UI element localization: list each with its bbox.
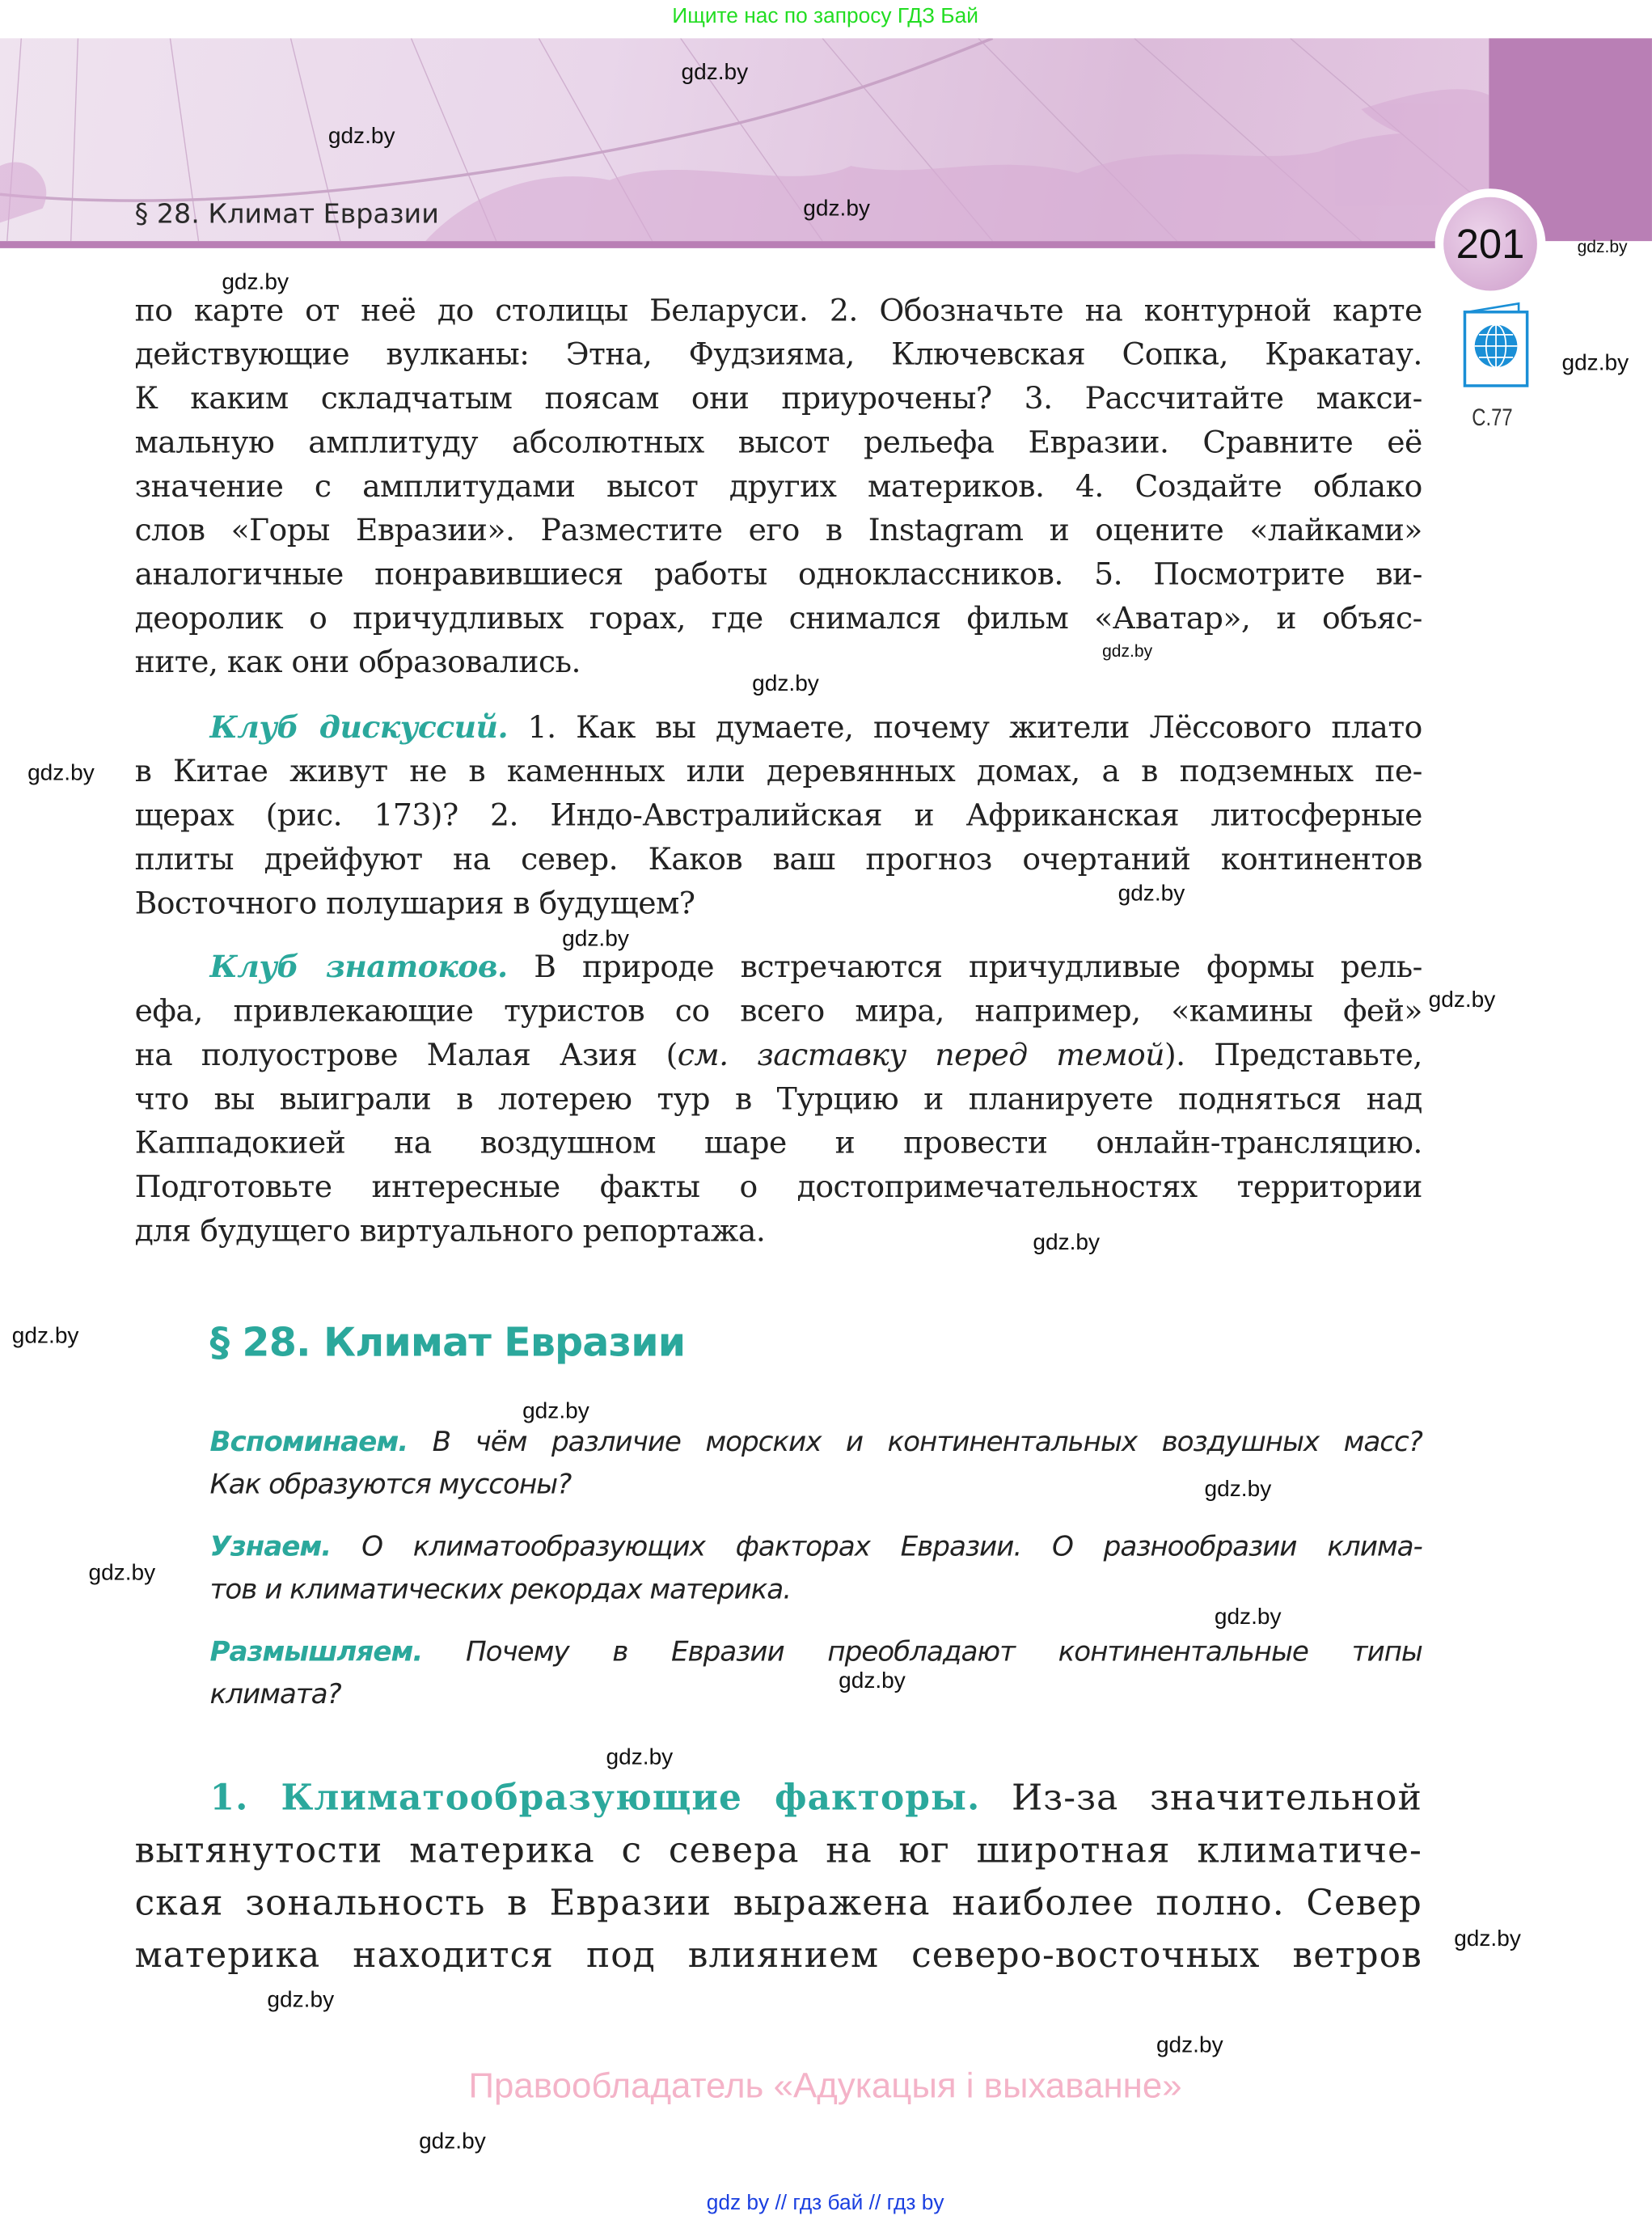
paragraph-line: ская зональность в Евразии выражена наиболее полно. Север: [134, 1882, 1422, 1923]
learn-line: [210, 1526, 1422, 1569]
cross-reference: см. заставку перед темой: [677, 1038, 1164, 1074]
paragraph-line: вытянутости материка с севера на юг широтная климатиче-: [134, 1829, 1422, 1871]
workbook-icon: [1462, 301, 1530, 389]
subsection-title: 1. Климатообразующие факторы.: [209, 1777, 981, 1819]
search-hint-link[interactable]: Ищите нас по запросу ГДЗ Бай: [672, 4, 978, 29]
watermark: gdz.by: [562, 927, 629, 952]
text-segment: на полуострове Малая Азия (: [134, 1038, 678, 1074]
watermark: gdz.by: [1454, 1927, 1521, 1951]
learn-text: О климатообразующих факторах Евразии. О разнообразии клима-: [331, 1530, 1422, 1563]
paragraph-line: К каким складчатым поясам они приурочены? 3. Рассчитайте макси-: [134, 381, 1422, 417]
paragraph-line: щерах (рис. 173)? 2. Индо-Австралийская и Африканская литосферные: [134, 798, 1422, 835]
paragraph-line: Подготовьте интересные факты о достопримечательностях территории: [134, 1169, 1422, 1206]
watermark: gdz.by: [1214, 1605, 1282, 1630]
watermark: gdz.by: [606, 1745, 674, 1770]
subsection-line: [210, 1773, 1422, 1824]
learn-label: Узнаем.: [209, 1530, 332, 1563]
think-line: климата?: [209, 1677, 341, 1710]
paragraph-line: действующие вулканы: Этна, Фудзияма, Ключевская Сопка, Кракатау.: [134, 337, 1422, 374]
workbook-page-ref[interactable]: С.77: [1472, 404, 1513, 432]
watermark: gdz.by: [1033, 1231, 1101, 1255]
paragraph-line: материка находится под влиянием северо-восточных ветров: [134, 1934, 1422, 1976]
experts-club-label: Клуб знатоков.: [209, 949, 508, 986]
running-title: § 28. Климат Евразии: [134, 198, 439, 230]
paragraph-line: что вы выиграли в лотерею тур в Турцию и планируете подняться над: [134, 1081, 1422, 1118]
watermark: gdz.by: [522, 1399, 589, 1424]
watermark: gdz.by: [267, 1988, 335, 2013]
watermark: gdz.by: [681, 61, 749, 86]
copyright-notice: Правообладатель «Адукацыя і выхаванне»: [468, 2065, 1182, 2107]
subsection-text: Из-за значительной: [980, 1777, 1422, 1819]
recall-line: [210, 1421, 1422, 1464]
discussion-text: 1. Как вы думаете, почему жители Лёссового плато: [508, 710, 1422, 746]
watermark: gdz.by: [803, 197, 870, 222]
recall-label: Вспоминаем.: [209, 1425, 408, 1458]
page-number: 201: [1456, 222, 1525, 268]
paragraph-line: в Китае живут не в каменных или деревянных домах, а в подземных пе-: [134, 754, 1422, 790]
page-number-badge: [1435, 188, 1546, 299]
discussion-club-line: [210, 708, 1422, 750]
text-segment: ). Представьте,: [1164, 1038, 1422, 1074]
discussion-club-label: Клуб дискуссий.: [209, 710, 509, 746]
paragraph-line: значение с амплитудами высот других материков. 4. Создайте облако: [134, 469, 1422, 505]
watermark: gdz.by: [1102, 641, 1153, 662]
watermark: gdz.by: [752, 672, 819, 697]
paragraph-line: Восточного полушария в будущем?: [134, 886, 695, 922]
watermark: gdz.by: [88, 1561, 156, 1586]
watermark: gdz.by: [839, 1668, 906, 1693]
watermark: gdz.by: [11, 1324, 79, 1349]
paragraph-line: ефа, привлекающие туристов со всего мира, например, «камины фей»: [134, 994, 1422, 1030]
paragraph-line: по карте от неё до столицы Беларуси. 2. Обозначьте на контурной карте: [134, 293, 1422, 329]
watermark: gdz.by: [222, 270, 289, 295]
watermark: gdz.by: [1577, 236, 1628, 257]
experts-club-line: [210, 947, 1422, 990]
section-title: § 28. Климат Евразии: [209, 1318, 686, 1366]
experts-text: В природе встречаются причудливые формы рель-: [507, 949, 1422, 986]
header-divider: [0, 241, 1439, 248]
watermark: gdz.by: [327, 125, 395, 150]
paragraph-line: Каппадокией на воздушном шаре и провести онлайн-трансляцию.: [134, 1126, 1422, 1162]
footer-links[interactable]: gdz by // гдз бай // гдз by: [706, 2191, 944, 2216]
paragraph-line: [135, 1035, 1422, 1078]
recall-line: Как образуются муссоны?: [209, 1467, 572, 1501]
recall-text: В чём различие морских и континентальных воздушных масс?: [408, 1425, 1422, 1458]
paragraph-line: ните, как они образовались.: [134, 645, 581, 681]
watermark: gdz.by: [27, 761, 95, 786]
watermark: gdz.by: [1428, 988, 1496, 1013]
think-line: [210, 1631, 1422, 1674]
paragraph-line: аналогичные понравившиеся работы одноклассников. 5. Посмотрите ви-: [134, 557, 1422, 594]
watermark: gdz.by: [1561, 351, 1629, 376]
watermark: gdz.by: [419, 2129, 486, 2154]
paragraph-line: плиты дрейфуют на север. Каков ваш прогноз очертаний континентов: [134, 842, 1422, 878]
watermark: gdz.by: [1156, 2033, 1223, 2058]
think-text: Почему в Евразии преобладают континентальные типы: [422, 1634, 1422, 1668]
think-label: Размышляем.: [209, 1634, 423, 1668]
watermark: gdz.by: [1118, 882, 1185, 907]
watermark: gdz.by: [1204, 1478, 1272, 1503]
paragraph-line: мальную амплитуду абсолютных высот рельефа Евразии. Сравните её: [134, 425, 1422, 461]
paragraph-line: деоролик о причудливых горах, где снимался фильм «Аватар», и объяс-: [134, 601, 1422, 637]
paragraph-line: для будущего виртуального репортажа.: [134, 1214, 766, 1249]
paragraph-line: слов «Горы Евразии». Разместите его в Instagram и оцените «лайками»: [134, 513, 1422, 549]
learn-line: тов и климатических рекордах материка.: [209, 1572, 792, 1606]
